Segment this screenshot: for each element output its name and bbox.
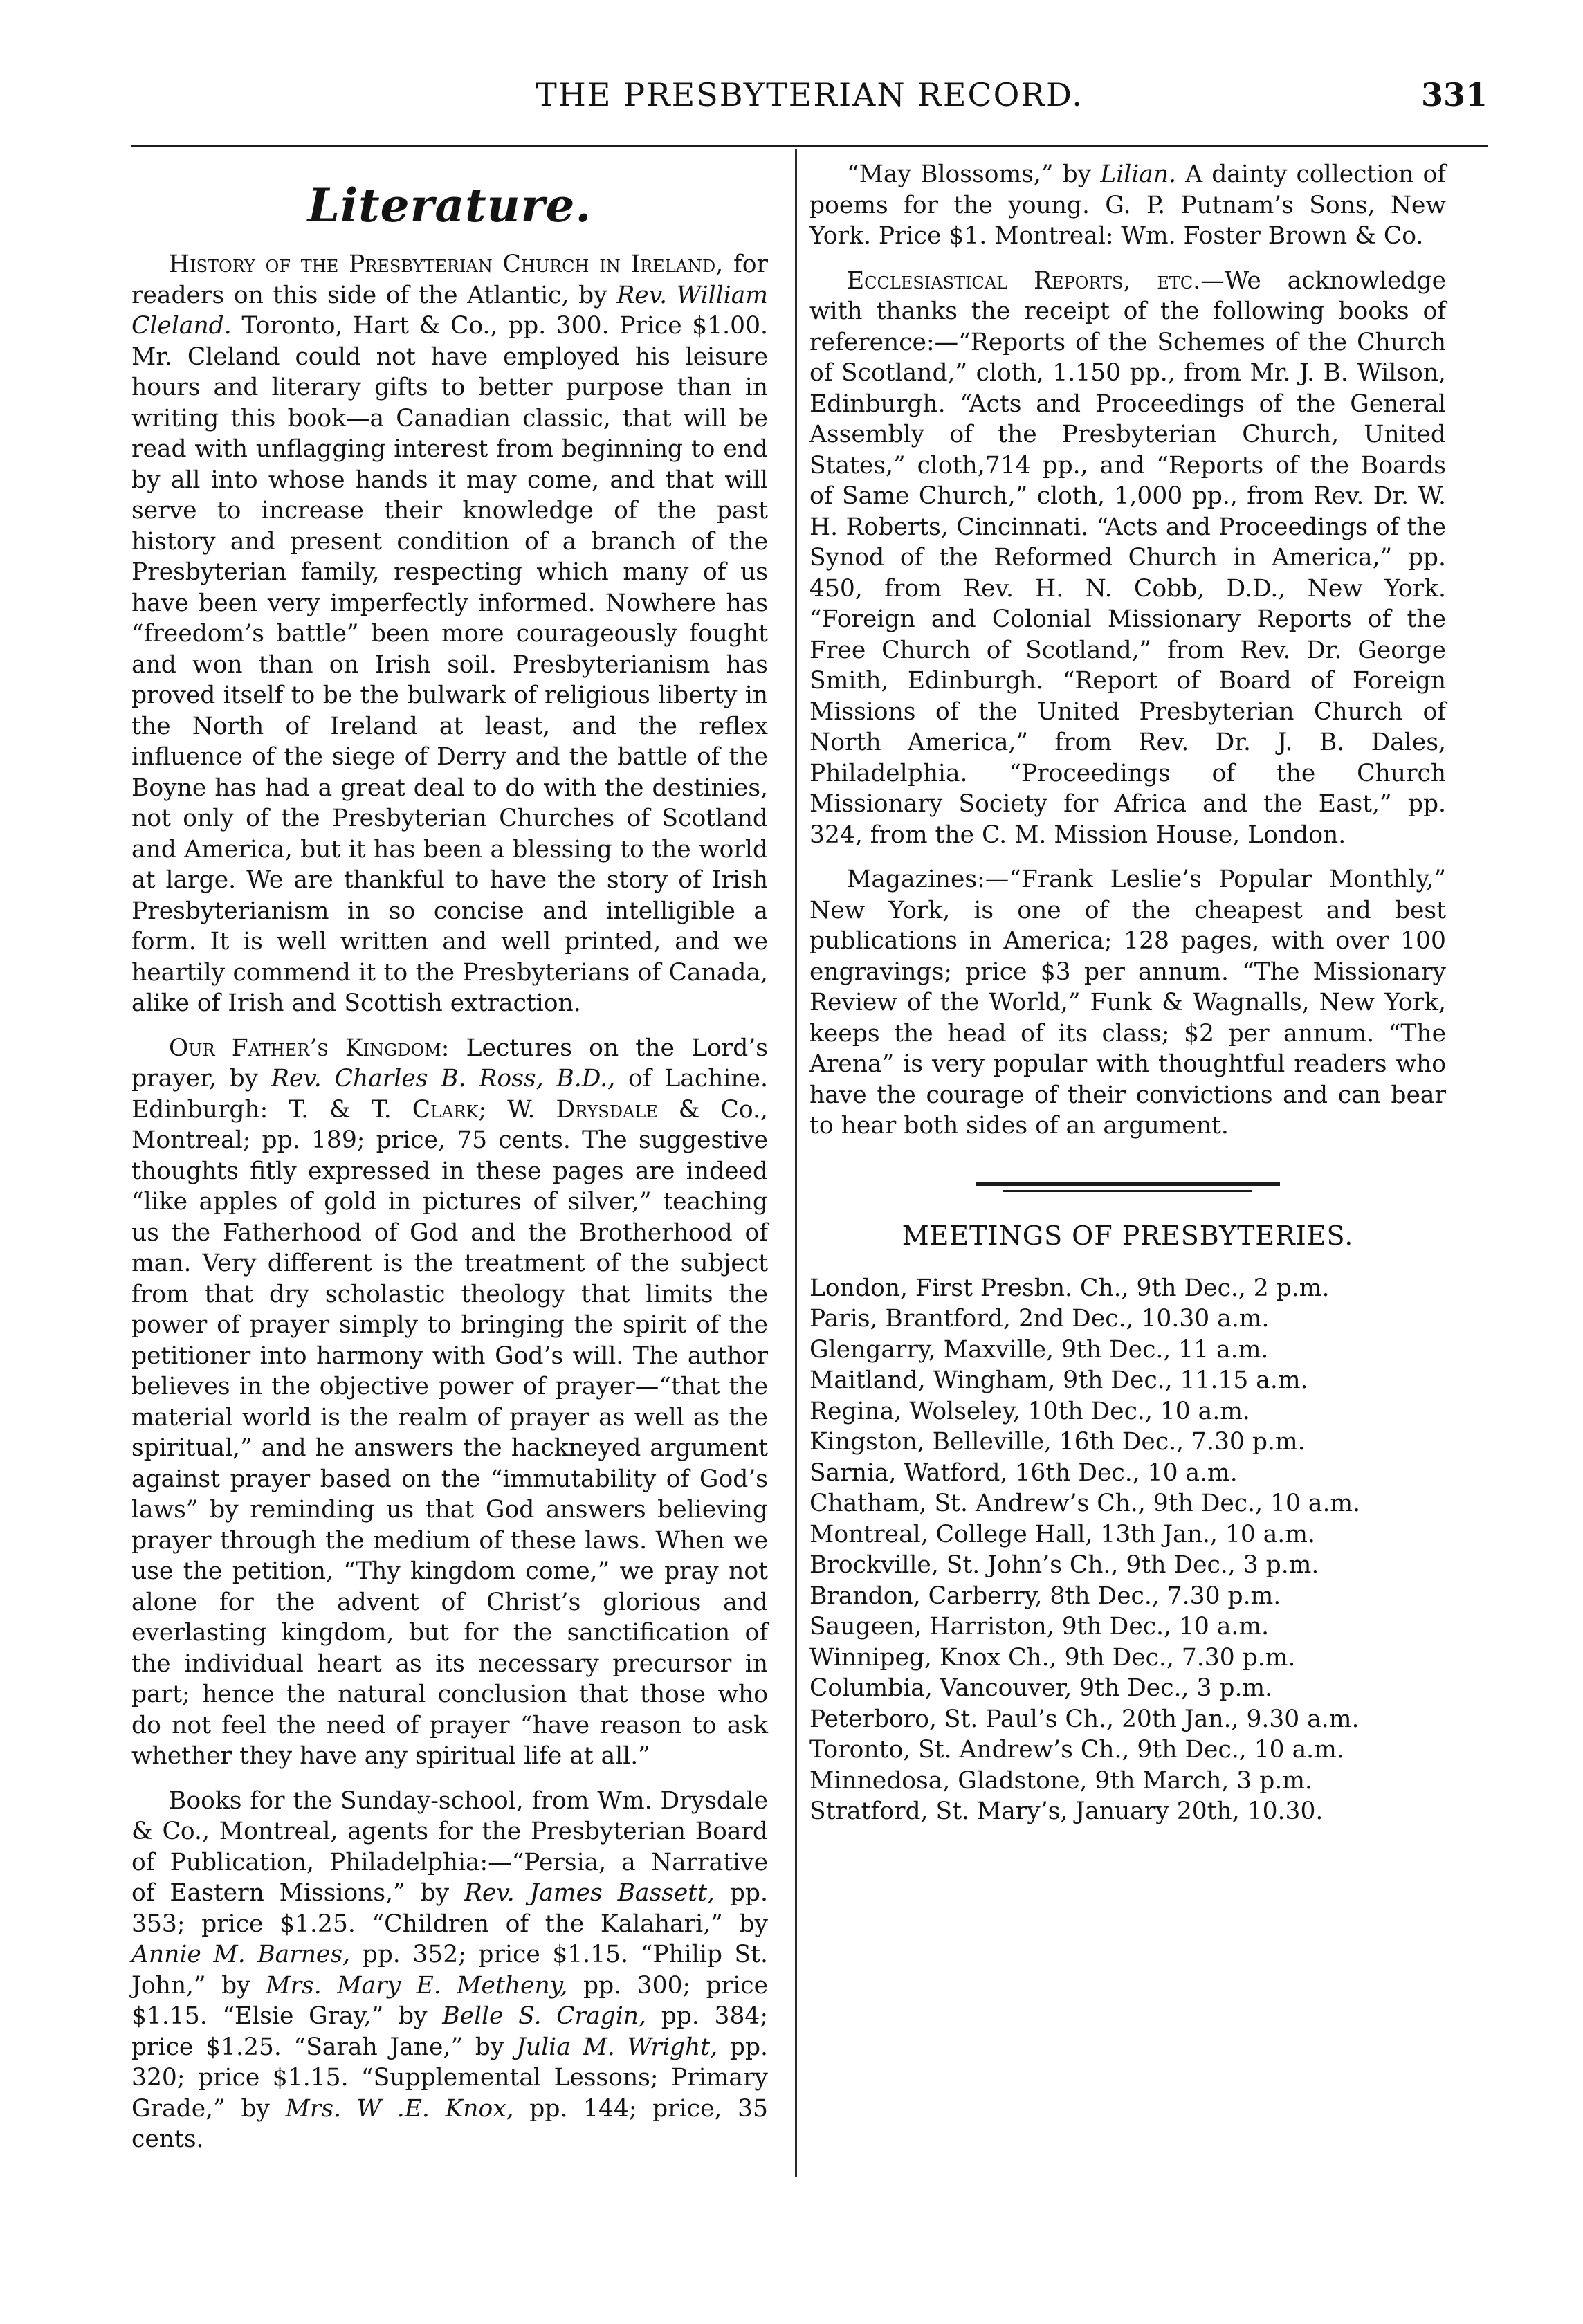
review-text: pp. 144; price, 35 cents. [131,2094,768,2153]
meeting-item: Chatham, St. Andrew’s Ch., 9th Dec., 10 a.m. [809,1490,1361,1517]
review-text: pp. 320; price $1.15. “Supplemental Lessons; Primary Grade,” by [131,2033,768,2123]
meeting-item: Toronto, St. Andrew’s Ch., 9th Dec., 10 a.m. [809,1736,1344,1764]
column-divider [795,149,797,2177]
meeting-item: Maitland, Wingham, 9th Dec., 11.15 a.m. [809,1366,1308,1394]
right-column [809,159,1446,1827]
review-text: pp. 353; price $1.25. “Children of the Kalahari,” by [131,1879,768,1938]
section-divider-ornament [976,1182,1280,1196]
meeting-item: Paris, Brantford, 2nd Dec., 10.30 a.m. [809,1305,1270,1333]
review-text: pp. 300; price $1.15. “Elsie Gray,” by [131,1971,769,2030]
review-text: Books for the Sunday-school, from Wm. Drysdale & Co., Montreal, agents for the Presbyterian Board of Publication, Philadelphia:—“Persia, a Narrative of Eastern Missions,” by [131,1786,768,1907]
review-magazines [809,864,1446,1142]
review-text: Toronto, Hart & Co., pp. 300. Price $1.00. Mr. Cleland could not have employed his leisure hours and literary gifts to better purpose than in writing this book—a Canadian classic, that will be read with unflagging interest from beginning to end by all into whose hands it may come, and that will serve to increase their knowledge of the past history and present condition of a branch of the Presbyterian family, respecting which many of us have been very imperfectly informed. Nowhere has “freedom’s battle” been more courageously fought and won than on Irish soil. Presbyterianism has proved itself to be the bulwark of religious liberty in the North of Ireland at least, and the reflex influence of the siege of Derry and the battle of the Boyne has had a great deal to do with the destinies, not only of the Presbyterian Churches of Scotland and America, but it has been a blessing to the world at large. We are thankful to have the story of Irish Presbyterianism in so concise and intelligible a form. It is well written and well printed, and we heartily commend it to the Presbyterians of Canada, alike of Irish and Scottish extraction. [131,312,768,1017]
review-title: History of the Presbyterian Church in Ireland, [169,250,724,278]
review-text: Magazines:—“Frank Leslie’s Popular Monthly,” New York, is one of the cheapest and best publications in America; 128 pages, with over 100 engravings; price $3 per annum. “The Missionary Review of the World,” Funk & Wagnalls, New York, keeps the head of its class; $2 per annum. “The Arena” is very popular with thoughtful readers who have the courage of their convictions and can bear to hear both sides of an argument. [809,866,1446,1140]
review-text: for readers on this side of the Atlantic, by [131,250,769,309]
meeting-item: Glengarry, Maxville, 9th Dec., 11 a.m. [809,1335,1269,1364]
meeting-item: Brandon, Carberry, 8th Dec., 7.30 p.m. [809,1582,1281,1610]
review-history-presbyterian-church [131,249,768,1019]
review-may-blossoms [809,159,1446,252]
review-ecclesiastical-reports [809,266,1446,851]
review-text: “May Blossoms,” by [847,161,1101,188]
book-author: Julia M. Wright, [516,2033,718,2061]
meeting-item: Kingston, Belleville, 16th Dec., 7.30 p.m. [809,1428,1306,1456]
book-author: Mrs. W .E. Knox, [285,2094,514,2123]
review-text: of Lachine. Edinburgh: T. & T. [131,1065,768,1124]
meeting-item: Winnipeg, Knox Ch., 9th Dec., 7.30 p.m. [809,1643,1296,1672]
running-head [131,76,1488,125]
meeting-item: Peterboro, St. Paul’s Ch., 20th Jan., 9.30 a.m. [809,1705,1360,1733]
page-number: 331 [1420,76,1488,113]
meetings-list [809,1273,1446,1827]
meeting-item: Montreal, College Hall, 13th Jan., 10 a.m. [809,1520,1315,1548]
review-text: ; W. [478,1095,556,1124]
meeting-item: Minnedosa, Gladstone, 9th March, 3 p.m. [809,1766,1312,1795]
meeting-item: London, First Presbn. Ch., 9th Dec., 2 p.m. [809,1274,1330,1302]
meeting-item: Stratford, St. Mary’s, January 20th, 10.30. [809,1797,1324,1825]
book-author: Belle S. Cragin, [442,2002,646,2030]
review-author: Rev. William Cleland. [131,281,769,340]
meetings-heading: MEETINGS OF PRESBYTERIES. [902,1220,1354,1251]
review-title: Ecclesiastical Reports, etc. [847,266,1201,295]
book-author: Annie M. Barnes, [131,1941,351,1968]
ornament-thin-rule [1003,1190,1252,1192]
header-rule [131,145,1488,147]
review-text: & Co., Montreal; pp. 189; price, 75 cents. The suggestive thoughts fitly expressed in these pages are indeed “like apples of gold in pictures of silver,” teaching us the Fatherhood of God and the Brotherhood of man. Very different is the treatment of the subject from that dry scholastic theology that limits the power of prayer simply to bringing the spirit of the petitioner into harmony with God’s will. The author believes in the objective power of prayer—“that the material world is the realm of prayer as well as the spiritual,” and he answers the hackneyed argument against prayer based on the “immutability of God’s laws” by reminding us that God answers believing prayer through the medium of these laws. When we use the petition, “Thy kingdom come,” we pray not alone for the advent of Christ’s glorious and everlasting kingdom, but for the sanctification of the individual heart as its necessary precursor in part; hence the natural conclusion that those who do not feel the need of prayer “have reason to ask whether they have any spiritual life at all.” [131,1095,769,1770]
publisher-name: Clark [412,1095,479,1124]
running-title: THE PRESBYTERIAN RECORD. [536,76,1083,113]
review-text: A dainty collection of poems for the young. G. P. Putnam’s Sons, New York. Price $1. Montreal: Wm. Foster Brown & Co. [809,161,1446,250]
review-author: Rev. Charles B. Ross, B.D., [271,1065,616,1092]
literature-heading: Literature. [307,179,592,232]
ornament-thick-rule [976,1182,1280,1186]
meeting-item: Regina, Wolseley, 10th Dec., 10 a.m. [809,1397,1250,1425]
book-author: Rev. James Bassett, [464,1879,715,1907]
review-title: Our Father’s Kingdom: [169,1034,450,1062]
publisher-name: Drysdale [556,1095,658,1124]
review-text: Lectures on the Lord’s prayer, by [131,1034,768,1092]
meeting-item: Saugeen, Harriston, 9th Dec., 10 a.m. [809,1613,1270,1640]
meeting-item: Sarnia, Watford, 16th Dec., 10 a.m. [809,1458,1238,1487]
review-text: pp. 352; price $1.15. “Philip St. John,” by [131,1941,768,2000]
review-text: —We acknowledge with thanks the receipt of the following books of reference:—“Reports of the Schemes of the Church of Scotland,” cloth, 1.150 pp., from Mr. J. B. Wilson, Edinburgh. “Acts and Proceedings of the General Assembly of the Presbyterian Church, United States,” cloth,714 pp., and “Reports of the Boards of Same Church,” cloth, 1,000 pp., from Rev. Dr. W. H. Roberts, Cincinnati. “Acts and Proceedings of the Synod of the Reformed Church in America,” pp. 450, from Rev. H. N. Cobb, D.D., New York. “Foreign and Colonial Missionary Reports of the Free Church of Scotland,” from Rev. Dr. George Smith, Edinburgh. “Report of Board of Foreign Missions of the United Presbyterian Church of North America,” from Rev. Dr. J. B. Dales, Philadelphia. “Proceedings of the Church Missionary Society for Africa and the East,” pp. 324, from the C. M. Mission House, London. [809,266,1447,849]
meeting-item: Columbia, Vancouver, 9th Dec., 3 p.m. [809,1674,1273,1702]
left-column [131,159,768,2169]
review-our-fathers-kingdom [131,1033,768,1772]
review-author: Lilian. [1100,161,1177,188]
review-text: pp. 384; price $1.25. “Sarah Jane,” by [131,2002,768,2061]
review-sunday-school-books [131,1786,768,2155]
book-author: Mrs. Mary E. Metheny, [266,1971,568,2000]
meeting-item: Brockville, St. John’s Ch., 9th Dec., 3 p.m. [809,1551,1319,1579]
